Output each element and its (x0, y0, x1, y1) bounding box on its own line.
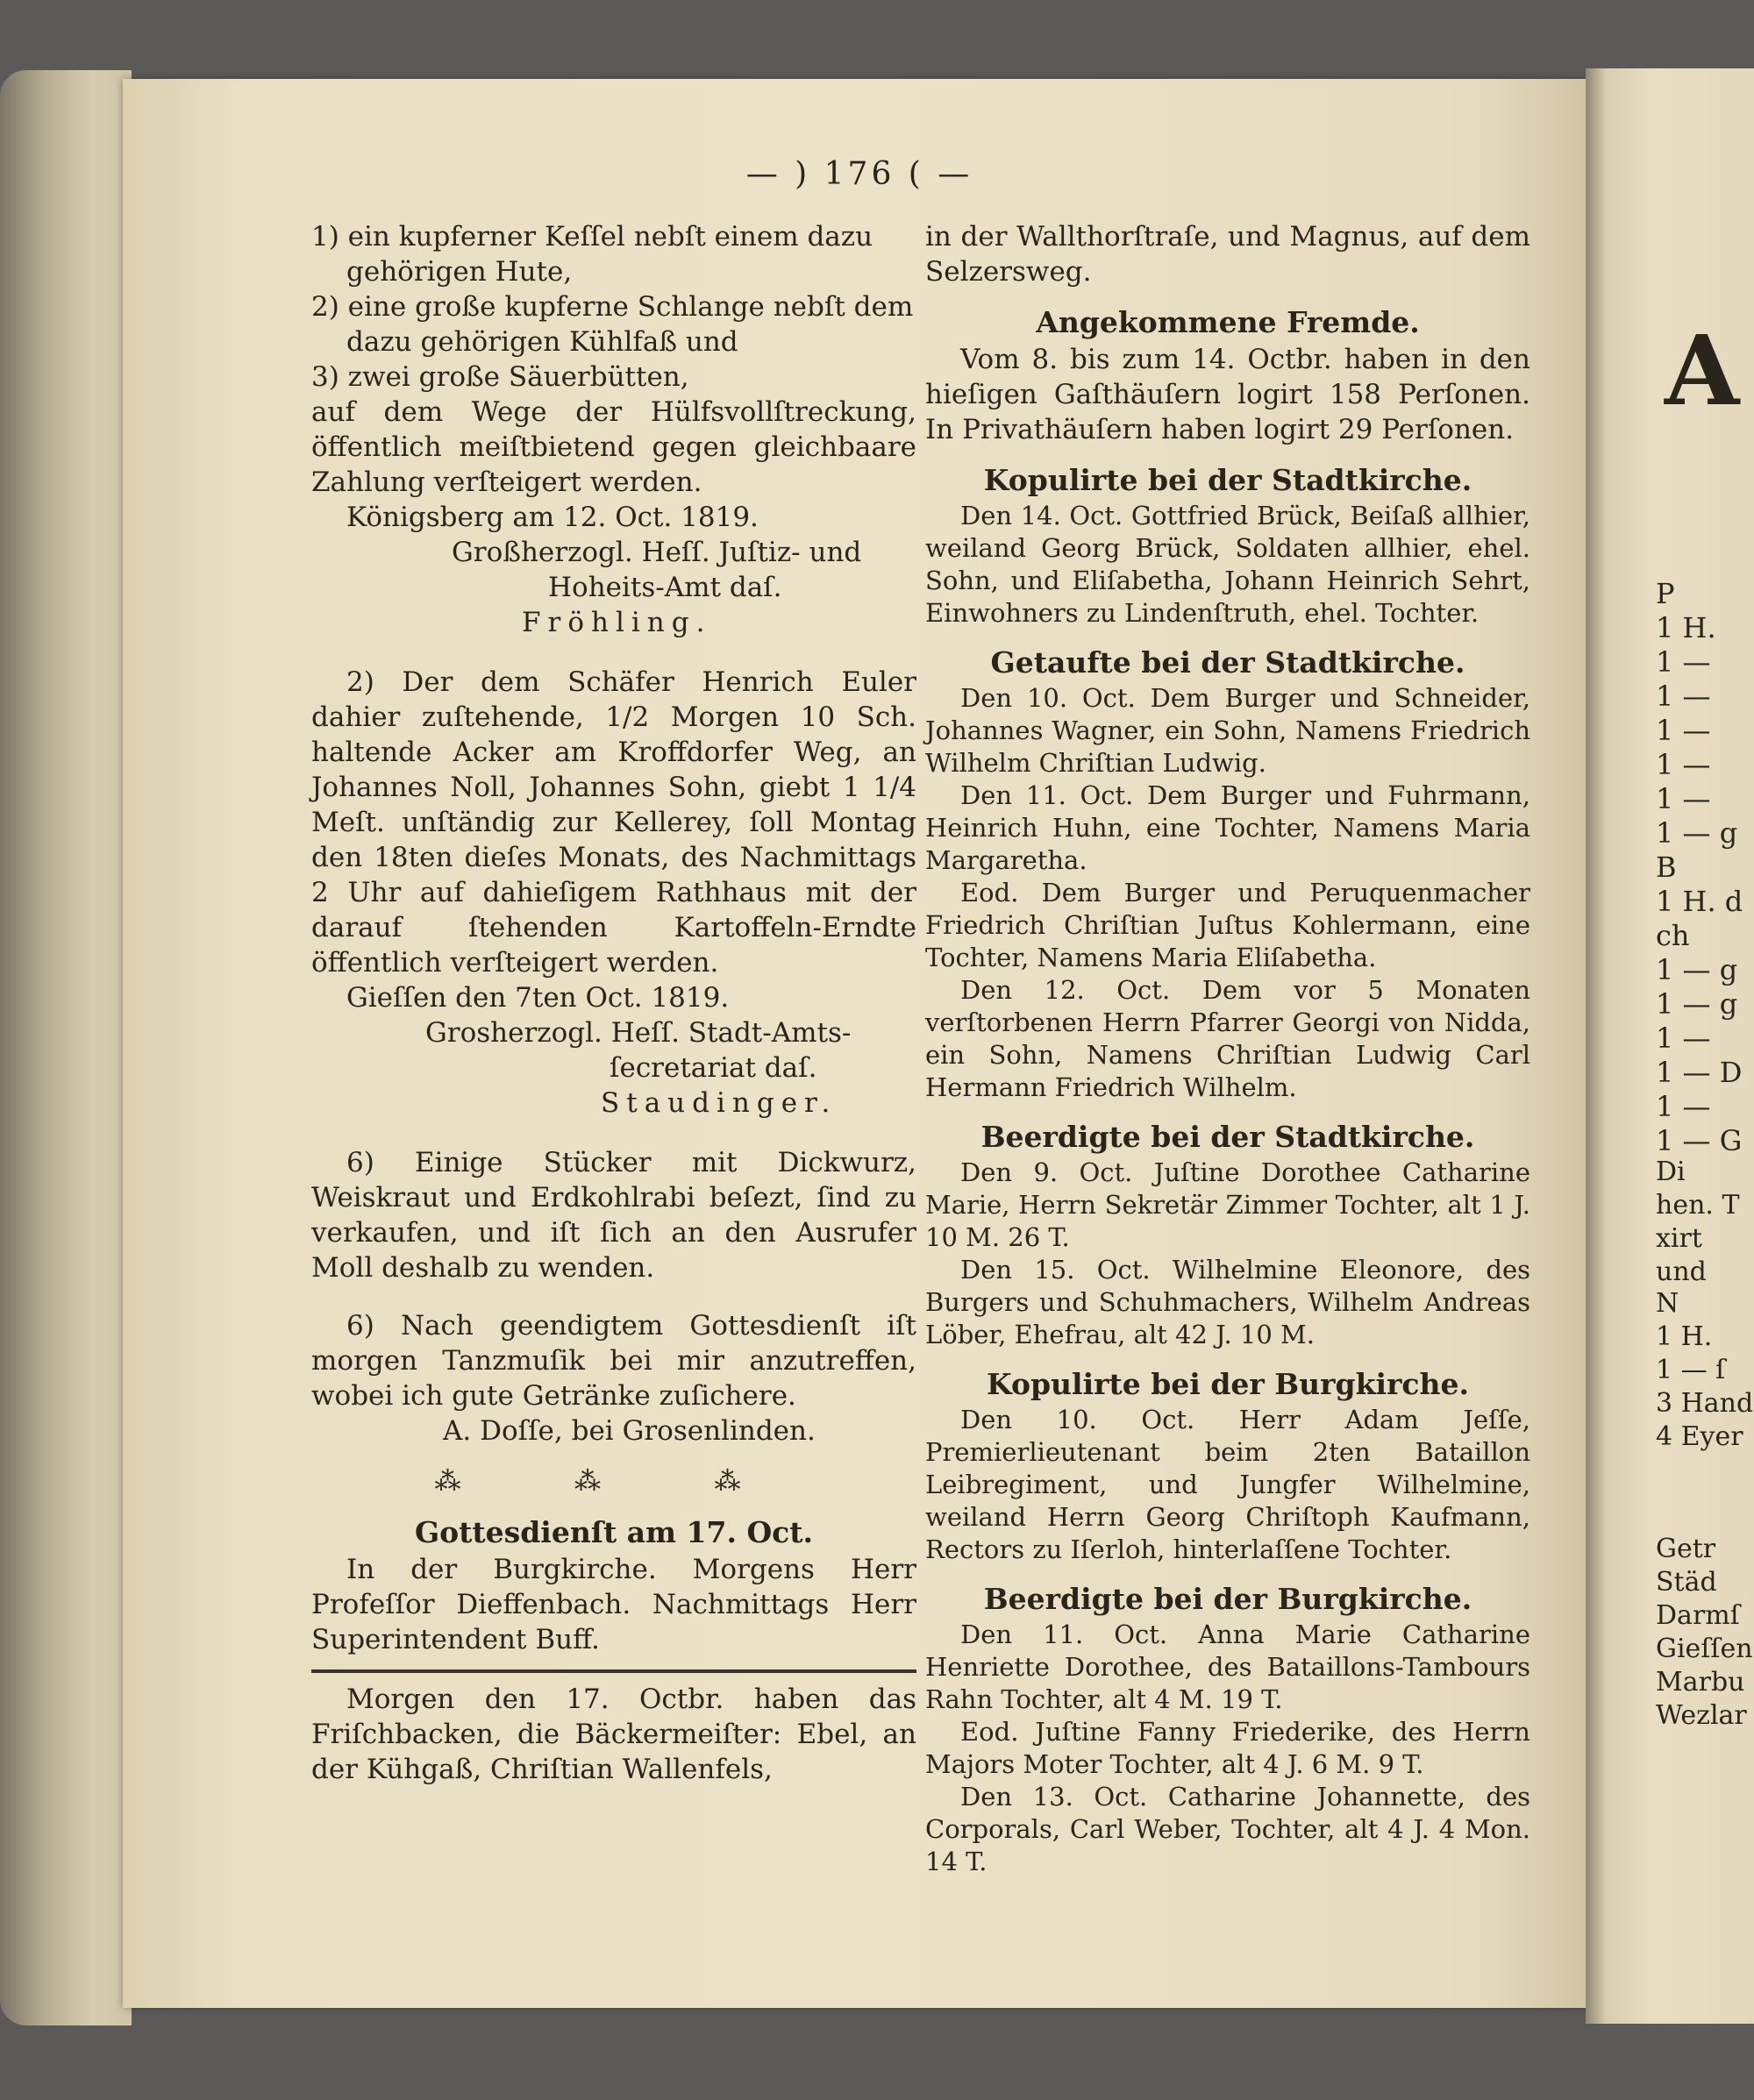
facing-line: 1 — g (1656, 953, 1738, 986)
signature-office: Grosherzogl. Heſſ. Stadt-Amts- (425, 1017, 852, 1049)
register-entry: Den 11. Oct. Anna Marie Catharine Henriette Dorothee, des Bataillons-Tambours Rahn Tochter, alt 4 M. 19 T. (925, 1619, 1530, 1714)
notice-paragraph: 6) Einige Stücker mit Dickwurz, Weiskraut und Erdkohlrabi beſezt, ſind zu verkaufen, und iſt ſich an den Ausrufer Moll deshalb zu wenden. (311, 1147, 916, 1284)
register-entry: Den 13. Oct. Catharine Johannette, des Corporals, Carl Weber, Tochter, alt 4 J. 4 Mon. 14 T. (925, 1782, 1530, 1876)
list-item: 2) eine große kupferne Schlange nebſt dem dazu gehörigen Kühlfaß und (311, 291, 914, 358)
signature-name: A. Doſſe, bei Grosenlinden. (443, 1415, 816, 1447)
facing-fragment: Darmſ (1656, 1600, 1740, 1631)
facing-line: 1 — (1656, 645, 1711, 679)
section-heading: Kopulirte bei der Burgkirche. (987, 1367, 1469, 1401)
register-entry: Den 10. Oct. Herr Adam Jeſſe, Premierlieutenant beim 2ten Bataillon Leibregiment, und Jungfer Wilhelmine, weiland Herrn Georg Chriſtoph Kaufmann, Rectors zu Iſerloh, hinterlaſſene Tochter. (925, 1405, 1530, 1564)
section-heading: Getaufte bei der Stadtkirche. (990, 645, 1465, 680)
divider (311, 1669, 916, 1673)
list-item: 1) ein kupferner Keſſel nebſt einem dazu gehörigen Hute, (311, 221, 873, 288)
notice-paragraph: 2) Der dem Schäfer Henrich Euler dahier zuſtehende, 1/2 Morgen 10 Sch. haltende Acker am Kroffdorfer Weg, an Johannes Noll, Johannes Sohn, giebt 1 1/4 Meſt. unſtändig zur Kellerey, ſoll Montag den 18ten dieſes Monats, des Nachmittags 2 Uhr auf dahieſigem Rathhaus mit der darauf ſtehenden Kartoffeln-Erndte öffentlich verſteigert werden. (311, 666, 916, 979)
facing-fragments-b (1656, 1287, 1753, 1454)
register-entry: Den 10. Oct. Dem Burger und Schneider, Johannes Wagner, ein Sohn, Namens Friedrich Wilhelm Chriſtian Ludwig. (925, 683, 1530, 778)
bakers-continued: in der Wallthorſtraſe, und Magnus, auf dem Selzersweg. (925, 221, 1530, 288)
facing-fragments-c (1656, 1533, 1753, 1733)
facing-page-lines (1656, 577, 1743, 1158)
page-number: — ) 176 ( — (745, 156, 973, 192)
facing-fragment: 3 Hand (1656, 1388, 1754, 1419)
facing-fragment: Gieſſen (1656, 1634, 1753, 1664)
register-entry: Eod. Juſtine Fanny Friederike, des Herrn Majors Moter Tochter, alt 4 J. 6 M. 9 T. (925, 1717, 1530, 1779)
facing-fragments-a (1656, 1156, 1754, 1289)
facing-line: 1 — (1656, 680, 1711, 713)
facing-fragment: Getr (1656, 1534, 1716, 1564)
list-tail: auf dem Wege der Hülfsvollſtreckung, öffentlich meiſtbietend gegen gleichbaare Zahlung verſteigert werden. (311, 396, 916, 498)
ornament-stars: ⁂ ⁂ ⁂ (434, 1466, 794, 1497)
facing-line: 1 — g (1656, 816, 1738, 850)
register-entry: Eod. Dem Burger und Peruquenmacher Friedrich Chriſtian Juſtus Kohlermann, eine Tochter, Namens Maria Eliſabetha. (925, 878, 1530, 972)
facing-line: ch (1656, 919, 1690, 952)
facing-line: 1 — G (1656, 1124, 1743, 1157)
register-entry: Den 12. Oct. Dem vor 5 Monaten verſtorbenen Herrn Pfarrer Georgi von Nidda, ein Sohn, Namens Chriſtian Ludwig Carl Hermann Friedrich Wilhelm. (925, 975, 1530, 1102)
facing-fragment: Wezlar (1656, 1700, 1747, 1731)
facing-fragment: 1 — ſ (1656, 1355, 1726, 1385)
facing-line: 1 — (1656, 782, 1711, 815)
facing-fragment: 1 H. (1656, 1321, 1713, 1352)
facing-line: P (1656, 577, 1675, 610)
signature-office: Großherzogl. Heſſ. Juſtiz- und (452, 537, 862, 568)
facing-line: B (1656, 851, 1677, 884)
signature-office: ſecretariat daſ. (610, 1052, 817, 1084)
notice-paragraph: 6) Nach geendigtem Gottesdienſt iſt morgen Tanzmuſik bei mir anzutreffen, wobei ich gute Getränke zuſichere. (311, 1310, 916, 1412)
facing-line: 1 — (1656, 1022, 1711, 1055)
strangers-paragraph: Vom 8. bis zum 14. Octbr. haben in den hieſigen Gaſthäuſern logirt 158 Perſonen. In Privathäuſern haben logirt 29 Perſonen. (925, 344, 1530, 445)
right-column (925, 219, 1530, 1878)
register-entry: Den 14. Oct. Gottfried Brück, Beiſaß allhier, weiland Georg Brück, Soldaten allhier, ehel. Sohn, und Eliſabetha, Johann Heinrich Sehrt, Einwohners zu Lindenſtruth, ehel. Tochter. (925, 501, 1530, 628)
facing-fragment: N (1656, 1288, 1679, 1319)
facing-line: 1 — (1656, 1090, 1711, 1123)
service-paragraph: In der Burgkirche. Morgens Herr Profeſſor Dieffenbach. Nachmittags Herr Superintendent Buff. (311, 1554, 916, 1655)
register-entry: Den 9. Oct. Juſtine Dorothee Catharine Marie, Herrn Sekretär Zimmer Tochter, alt 1 J. 10 M. 26 T. (925, 1157, 1530, 1252)
place-date: Gieſſen den 7ten Oct. 1819. (346, 982, 730, 1014)
bakers-paragraph: Morgen den 17. Octbr. haben das Friſchbacken, die Bäckermeiſter: Ebel, an der Kühgaß, Chriſtian Wallenfels, (311, 1684, 916, 1785)
section-heading: Beerdigte bei der Stadtkirche. (980, 1120, 1475, 1154)
register-entry: Den 15. Oct. Wilhelmine Eleonore, des Burgers und Schuhmachers, Wilhelm Andreas Löber, Ehefrau, alt 42 J. 10 M. (925, 1255, 1530, 1349)
section-heading: Kopulirte bei der Stadtkirche. (983, 463, 1472, 497)
facing-page-title: A (1665, 314, 1740, 427)
list-item: 3) zwei große Säuerbütten, (311, 361, 689, 393)
section-heading: Gottesdienſt am 17. Oct. (414, 1515, 814, 1549)
left-column (311, 219, 916, 1787)
facing-line: 1 — (1656, 748, 1711, 781)
facing-fragment: Städ (1656, 1567, 1717, 1598)
facing-line: 1 — (1656, 714, 1711, 747)
facing-fragment: Marbu (1656, 1667, 1745, 1698)
section-heading: Beerdigte bei der Burgkirche. (983, 1582, 1472, 1616)
place-date: Königsberg am 12. Oct. 1819. (346, 502, 759, 533)
signature-name: Fröhling. (522, 607, 712, 638)
facing-page (1586, 68, 1754, 2024)
signature-office: Hoheits-Amt daſ. (548, 572, 782, 603)
facing-fragment: xirt und (1656, 1223, 1707, 1287)
facing-fragment: Di (1656, 1157, 1686, 1187)
facing-line: 1 H. (1656, 611, 1716, 644)
facing-line: 1 H. d (1656, 885, 1743, 918)
facing-line: 1 — D (1656, 1056, 1743, 1089)
book-spine (0, 70, 132, 2025)
facing-fragment: hen. T (1656, 1190, 1740, 1221)
signature-name: Staudinger. (601, 1087, 838, 1119)
facing-fragment: 4 Eyer (1656, 1421, 1743, 1452)
register-entry: Den 11. Oct. Dem Burger und Fuhrmann, Heinrich Huhn, eine Tochter, Namens Maria Margaretha. (925, 780, 1530, 875)
section-heading: Angekommene Fremde. (1036, 305, 1420, 339)
facing-line: 1 — g (1656, 987, 1738, 1021)
